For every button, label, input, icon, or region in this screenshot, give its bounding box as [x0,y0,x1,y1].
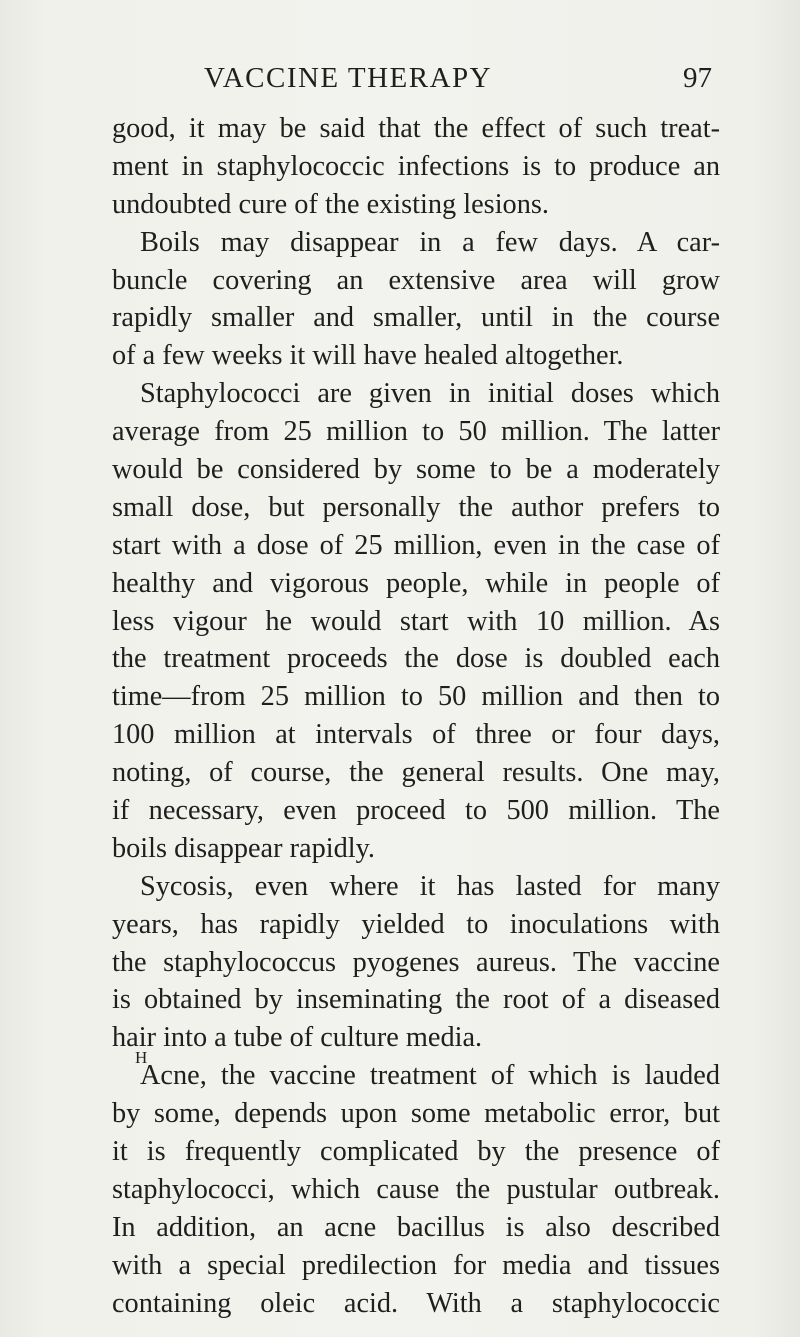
page-number: 97 [683,62,712,94]
running-header [112,62,712,96]
text-line: years, has rapidly yielded to inoculations with [112,908,720,940]
text-line: Sycosis, even where it has lasted for many [140,870,720,902]
text-line: it is frequently complicated by the presence of [112,1136,720,1168]
text-line: with a special predilection for media and tissues [112,1249,720,1281]
text-line: 100 million at intervals of three or four days, [112,719,720,751]
text-line: undoubted cure of the existing lesions. [112,188,549,220]
text-line: noting, of course, the general results. One may, [112,757,720,789]
text-line: of a few weeks it will have healed altogether. [112,340,624,372]
running-title: VACCINE THERAPY [204,62,493,94]
text-line: good, it may be said that the effect of such treat- [112,113,720,144]
body-text [112,110,720,1323]
text-line: healthy and vigorous people, while in people of [112,567,720,599]
text-line: Acne, the vaccine treatment of which is lauded [140,1060,720,1092]
text-line: is obtained by inseminating the root of a diseased [112,984,720,1016]
text-line: small dose, but personally the author prefers to [112,491,720,523]
text-line: time—from 25 million to 50 million and then to [112,681,720,713]
text-line: Staphylococci are given in initial doses which [140,378,720,410]
text-line: containing oleic acid. With a staphylococcic [112,1287,720,1319]
text-line: buncle covering an extensive area will grow [112,264,720,296]
text-line: hair into a tube of culture media. [112,1022,483,1054]
text-line: average from 25 million to 50 million. The latter [112,416,720,448]
text-line: by some, depends upon some metabolic error, but [112,1098,720,1130]
text-line: the treatment proceeds the dose is doubled each [112,643,720,675]
text-line: if necessary, even proceed to 500 million. The [112,795,720,827]
text-line: rapidly smaller and smaller, until in the course [112,302,720,334]
text-line: the staphylococcus pyogenes aureus. The vaccine [112,946,720,978]
text-line: would be considered by some to be a moderately [112,454,720,486]
text-line: less vigour he would start with 10 million. As [112,605,720,637]
text-line: Boils may disappear in a few days. A car- [140,226,720,258]
text-line: boils disappear rapidly. [112,832,375,864]
text-line: start with a dose of 25 million, even in the case of [112,529,720,561]
text-line: ment in staphylococcic infections is to produce an [112,150,720,182]
text-line: staphylococci, which cause the pustular outbreak. [112,1173,720,1205]
signature-mark: H [135,1048,149,1067]
text-line: In addition, an acne bacillus is also described [112,1211,720,1243]
